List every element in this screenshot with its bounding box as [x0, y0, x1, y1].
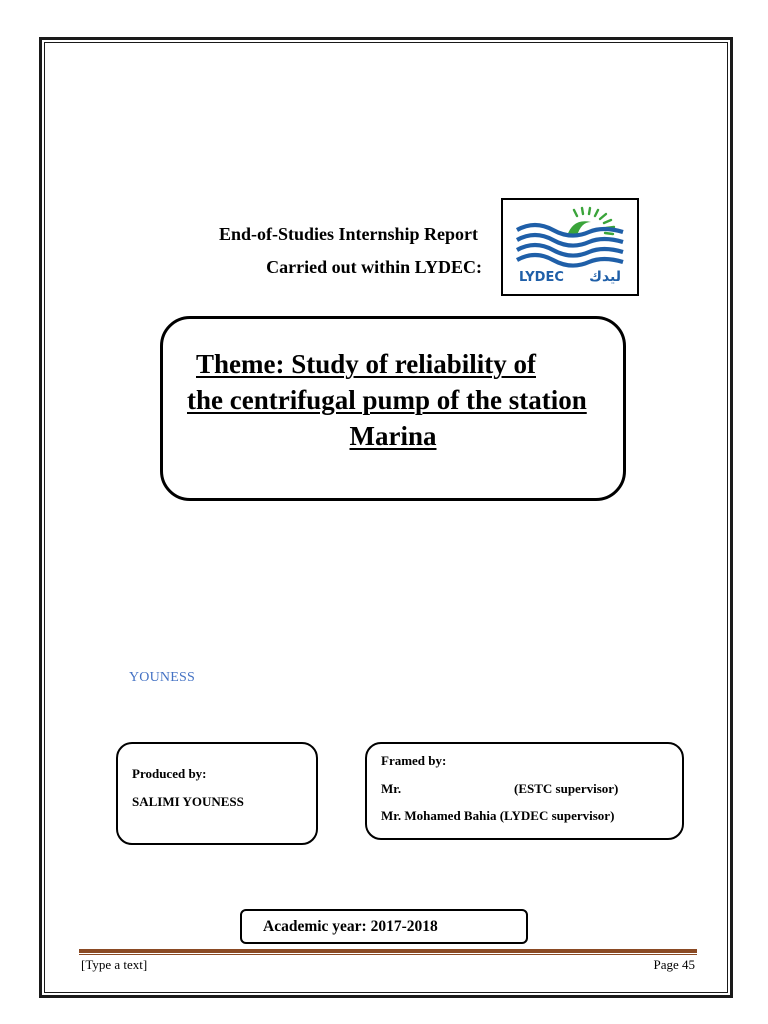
footer-rule — [79, 949, 697, 953]
lydec-logo — [501, 198, 639, 296]
theme-line-3: Marina — [349, 421, 437, 451]
report-subtitle: Carried out within LYDEC: — [266, 257, 482, 277]
author-highlight: YOUNESS — [129, 670, 195, 685]
produced-by-name: SALIMI YOUNESS — [132, 794, 244, 809]
report-title: End-of-Studies Internship Report — [218, 224, 478, 244]
theme-line-2: the centrifugal pump of the station — [187, 385, 587, 415]
footer-left-text[interactable]: [Type a text] — [81, 957, 148, 972]
page-number: Page 45 — [653, 957, 695, 972]
footer-rule-thin — [79, 954, 697, 955]
page-border-inner — [44, 42, 728, 993]
framed-by-label: Framed by: — [381, 753, 447, 768]
academic-year: Academic year: 2017-2018 — [263, 918, 438, 935]
lydec-logo-icon — [503, 200, 637, 294]
logo-text-arabic: ليدك — [589, 269, 621, 285]
produced-by-label: Produced by: — [132, 766, 207, 781]
supervisor-2: Mr. Mohamed Bahia (LYDEC supervisor) — [381, 808, 615, 823]
supervisor-1-role: (ESTC supervisor) — [514, 781, 619, 796]
supervisor-1-prefix: Mr. — [381, 781, 402, 796]
theme-line-1: Theme: Study of reliability of — [196, 349, 536, 379]
logo-text-latin: LYDEC — [519, 270, 564, 285]
